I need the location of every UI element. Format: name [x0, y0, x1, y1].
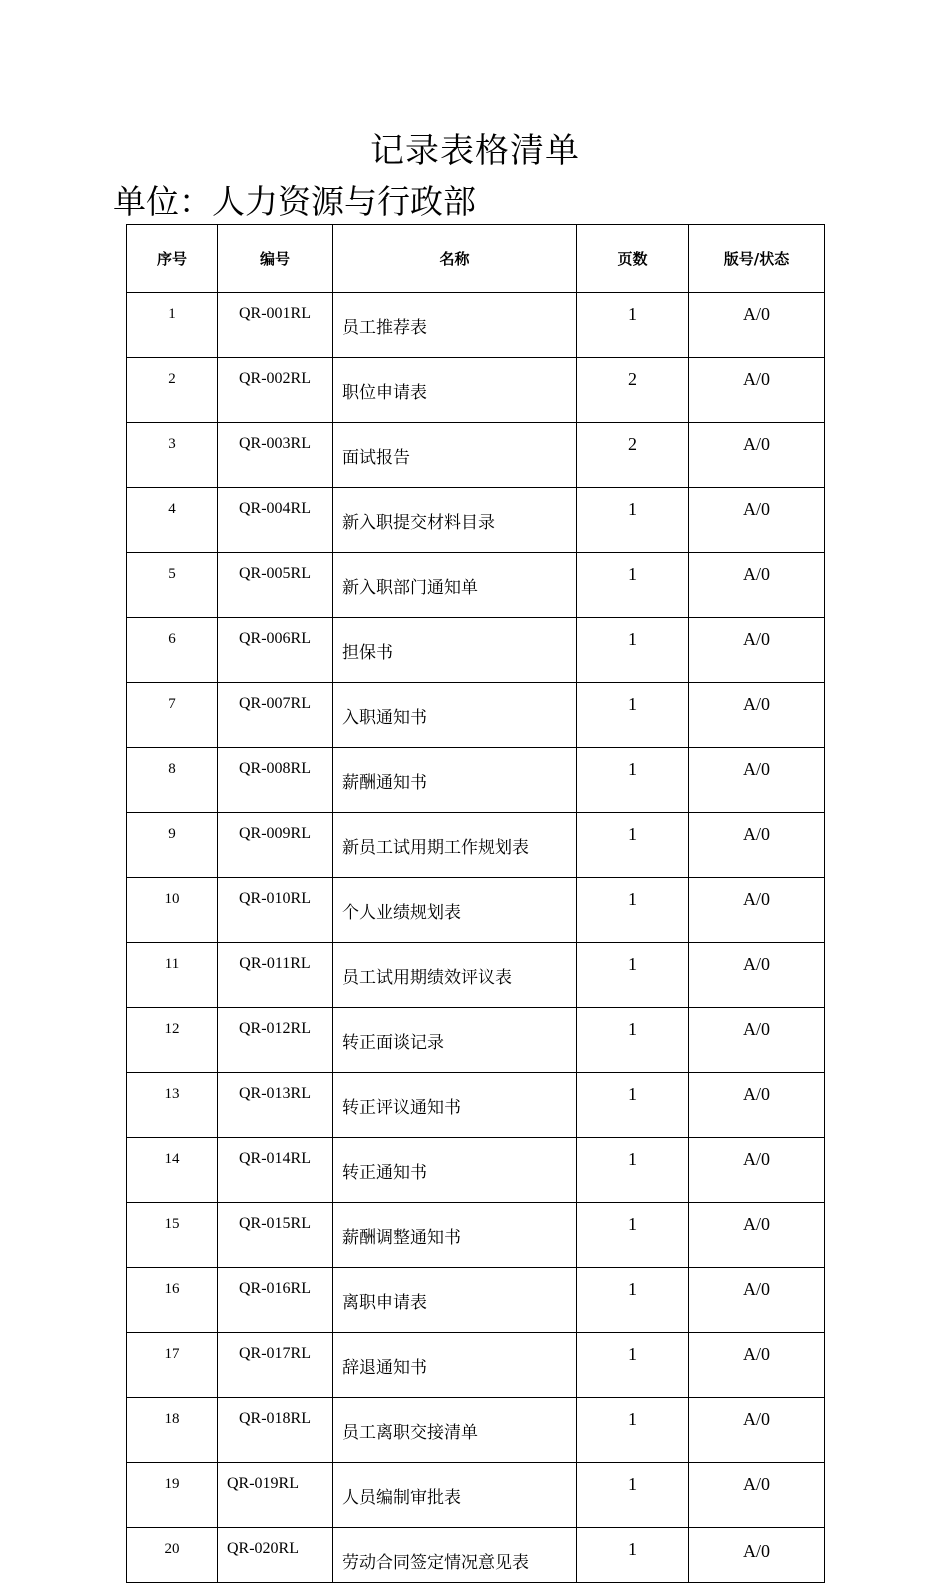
cell-name: 新员工试用期工作规划表: [333, 813, 577, 878]
cell-version: A/0: [689, 618, 825, 683]
cell-seq: 20: [127, 1528, 218, 1583]
cell-code: QR-004RL: [218, 488, 333, 553]
header-version: 版号/状态: [689, 225, 825, 293]
document-title: 记录表格清单: [370, 131, 580, 171]
cell-code: QR-012RL: [218, 1008, 333, 1073]
header-seq: 序号: [127, 225, 218, 293]
table-row: [127, 813, 825, 878]
cell-name: 员工试用期绩效评议表: [333, 943, 577, 1008]
cell-pages: 1: [577, 1203, 689, 1268]
table-row: [127, 1203, 825, 1268]
cell-pages: 1: [577, 683, 689, 748]
cell-name: 新入职提交材料目录: [333, 488, 577, 553]
cell-seq: 14: [127, 1138, 218, 1203]
cell-code: QR-005RL: [218, 553, 333, 618]
cell-seq: 10: [127, 878, 218, 943]
cell-code: QR-015RL: [218, 1203, 333, 1268]
cell-version: A/0: [689, 488, 825, 553]
cell-version: A/0: [689, 943, 825, 1008]
cell-code: QR-006RL: [218, 618, 333, 683]
cell-name: 薪酬调整通知书: [333, 1203, 577, 1268]
cell-code: QR-020RL: [218, 1528, 333, 1583]
cell-version: A/0: [689, 358, 825, 423]
cell-seq: 5: [127, 553, 218, 618]
cell-version: A/0: [689, 1138, 825, 1203]
cell-name: 薪酬通知书: [333, 748, 577, 813]
cell-version: A/0: [689, 748, 825, 813]
cell-name: 担保书: [333, 618, 577, 683]
table-header-row: [127, 225, 825, 293]
table-row: [127, 748, 825, 813]
cell-version: A/0: [689, 878, 825, 943]
table-row: [127, 358, 825, 423]
cell-pages: 1: [577, 553, 689, 618]
cell-code: QR-009RL: [218, 813, 333, 878]
cell-name: 面试报告: [333, 423, 577, 488]
cell-name: 人员编制审批表: [333, 1463, 577, 1528]
table-row: [127, 1008, 825, 1073]
cell-name: 辞退通知书: [333, 1333, 577, 1398]
table-row: [127, 1333, 825, 1398]
cell-version: A/0: [689, 423, 825, 488]
table-row: [127, 1398, 825, 1463]
table-row: [127, 1463, 825, 1528]
cell-seq: 9: [127, 813, 218, 878]
cell-seq: 19: [127, 1463, 218, 1528]
cell-pages: 2: [577, 423, 689, 488]
cell-name: 劳动合同签定情况意见表: [333, 1528, 577, 1583]
cell-pages: 1: [577, 878, 689, 943]
cell-pages: 1: [577, 813, 689, 878]
cell-version: A/0: [689, 293, 825, 358]
cell-pages: 1: [577, 748, 689, 813]
cell-version: A/0: [689, 813, 825, 878]
cell-name: 员工离职交接清单: [333, 1398, 577, 1463]
cell-pages: 1: [577, 1073, 689, 1138]
cell-seq: 6: [127, 618, 218, 683]
cell-seq: 12: [127, 1008, 218, 1073]
cell-seq: 8: [127, 748, 218, 813]
cell-code: QR-008RL: [218, 748, 333, 813]
cell-pages: 1: [577, 1463, 689, 1528]
cell-pages: 1: [577, 1333, 689, 1398]
header-pages: 页数: [577, 225, 689, 293]
cell-code: QR-017RL: [218, 1333, 333, 1398]
cell-pages: 2: [577, 358, 689, 423]
table-row: [127, 943, 825, 1008]
cell-pages: 1: [577, 293, 689, 358]
cell-name: 职位申请表: [333, 358, 577, 423]
cell-version: A/0: [689, 1528, 825, 1583]
cell-version: A/0: [689, 1073, 825, 1138]
cell-pages: 1: [577, 1008, 689, 1073]
unit-line: 单位：人力资源与行政部: [113, 182, 476, 221]
cell-name: 个人业绩规划表: [333, 878, 577, 943]
header-name: 名称: [333, 225, 577, 293]
cell-seq: 13: [127, 1073, 218, 1138]
cell-seq: 2: [127, 358, 218, 423]
cell-code: QR-010RL: [218, 878, 333, 943]
cell-version: A/0: [689, 1398, 825, 1463]
cell-version: A/0: [689, 553, 825, 618]
cell-name: 转正评议通知书: [333, 1073, 577, 1138]
cell-pages: 1: [577, 1138, 689, 1203]
cell-seq: 18: [127, 1398, 218, 1463]
table-row: [127, 618, 825, 683]
cell-version: A/0: [689, 1268, 825, 1333]
table-row: [127, 553, 825, 618]
table-row: [127, 878, 825, 943]
cell-code: QR-007RL: [218, 683, 333, 748]
cell-code: QR-013RL: [218, 1073, 333, 1138]
cell-name: 新入职部门通知单: [333, 553, 577, 618]
cell-pages: 1: [577, 1398, 689, 1463]
header-code: 编号: [218, 225, 333, 293]
cell-code: QR-002RL: [218, 358, 333, 423]
table-row: [127, 293, 825, 358]
table-row: [127, 1073, 825, 1138]
cell-seq: 16: [127, 1268, 218, 1333]
table-row: [127, 488, 825, 553]
table-row: [127, 1138, 825, 1203]
cell-seq: 11: [127, 943, 218, 1008]
cell-seq: 4: [127, 488, 218, 553]
cell-seq: 15: [127, 1203, 218, 1268]
table-row: [127, 1528, 825, 1583]
cell-version: A/0: [689, 1008, 825, 1073]
cell-pages: 1: [577, 618, 689, 683]
cell-code: QR-001RL: [218, 293, 333, 358]
cell-version: A/0: [689, 1203, 825, 1268]
cell-pages: 1: [577, 1528, 689, 1583]
cell-code: QR-019RL: [218, 1463, 333, 1528]
cell-version: A/0: [689, 1333, 825, 1398]
cell-code: QR-011RL: [218, 943, 333, 1008]
table-row: [127, 423, 825, 488]
cell-name: 转正面谈记录: [333, 1008, 577, 1073]
cell-code: QR-003RL: [218, 423, 333, 488]
cell-version: A/0: [689, 1463, 825, 1528]
cell-code: QR-018RL: [218, 1398, 333, 1463]
table-row: [127, 683, 825, 748]
cell-name: 离职申请表: [333, 1268, 577, 1333]
cell-pages: 1: [577, 943, 689, 1008]
cell-seq: 7: [127, 683, 218, 748]
cell-code: QR-016RL: [218, 1268, 333, 1333]
cell-name: 员工推荐表: [333, 293, 577, 358]
cell-seq: 1: [127, 293, 218, 358]
cell-name: 转正通知书: [333, 1138, 577, 1203]
cell-version: A/0: [689, 683, 825, 748]
cell-seq: 17: [127, 1333, 218, 1398]
cell-pages: 1: [577, 1268, 689, 1333]
cell-pages: 1: [577, 488, 689, 553]
records-table: [126, 224, 825, 1583]
cell-seq: 3: [127, 423, 218, 488]
cell-name: 入职通知书: [333, 683, 577, 748]
table-row: [127, 1268, 825, 1333]
cell-code: QR-014RL: [218, 1138, 333, 1203]
